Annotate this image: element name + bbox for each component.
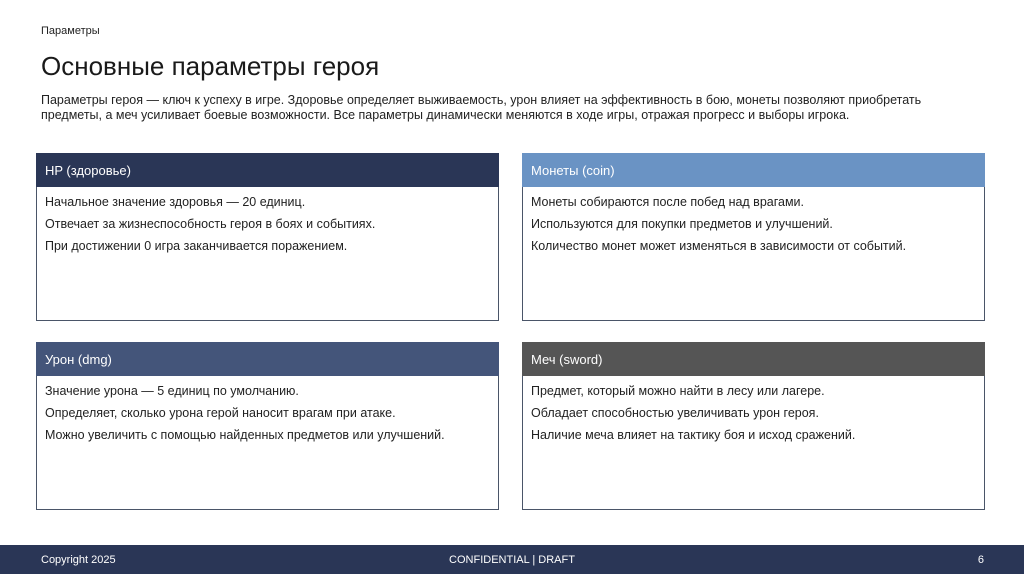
card-coin-line: Количество монет может изменяться в зависимости от событий. <box>531 239 907 253</box>
card-hp-line: Начальное значение здоровья — 20 единиц. <box>45 195 306 209</box>
card-hp-body <box>36 187 499 321</box>
card-hp-title: HP (здоровье) <box>45 162 131 178</box>
footer-copyright: Copyright 2025 <box>41 554 116 566</box>
card-dmg-line: Определяет, сколько урона герой наносит врагам при атаке. <box>45 406 396 420</box>
card-sword-body <box>522 376 985 510</box>
breadcrumb: Параметры <box>41 25 100 37</box>
card-hp-header <box>36 153 499 187</box>
card-sword-title: Меч (sword) <box>531 351 603 367</box>
card-dmg <box>36 342 499 510</box>
card-hp-line: При достижении 0 игра заканчивается поражением. <box>45 239 348 253</box>
intro-line: Параметры героя — ключ к успеху в игре. Здоровье определяет выживаемость, урон влияет на эффективность в бою, монеты позволяют приобретать <box>41 93 922 107</box>
card-coin-body <box>522 187 985 321</box>
footer-bar <box>0 545 1024 574</box>
card-coin-header <box>522 153 985 187</box>
card-sword <box>522 342 985 510</box>
card-sword-header <box>522 342 985 376</box>
card-dmg-title: Урон (dmg) <box>45 351 112 367</box>
card-dmg-header <box>36 342 499 376</box>
intro-line: предметы, а меч усиливает боевые возможности. Все параметры динамически меняются в ходе игры, отражая прогресс и выборы игрока. <box>41 108 850 122</box>
card-dmg-body <box>36 376 499 510</box>
card-coin-line: Используются для покупки предметов и улучшений. <box>531 217 833 231</box>
card-coin-title: Монеты (coin) <box>531 162 615 178</box>
card-sword-line: Обладает способностью увеличивать урон героя. <box>531 406 819 420</box>
card-sword-line: Наличие меча влияет на тактику боя и исход сражений. <box>531 428 856 442</box>
card-coin-line: Монеты собираются после побед над врагами. <box>531 195 805 209</box>
card-hp <box>36 153 499 321</box>
intro-paragraph <box>41 93 971 123</box>
card-hp-line: Отвечает за жизнеспособность героя в боях и событиях. <box>45 217 376 231</box>
card-dmg-line: Значение урона — 5 единиц по умолчанию. <box>45 384 299 398</box>
page-title: Основные параметры героя <box>41 51 380 81</box>
footer-confidential: CONFIDENTIAL | DRAFT <box>449 554 575 566</box>
card-dmg-line: Можно увеличить с помощью найденных предметов или улучшений. <box>45 428 445 442</box>
card-sword-line: Предмет, который можно найти в лесу или лагере. <box>531 384 825 398</box>
page-number: 6 <box>977 554 984 566</box>
card-coin <box>522 153 985 321</box>
